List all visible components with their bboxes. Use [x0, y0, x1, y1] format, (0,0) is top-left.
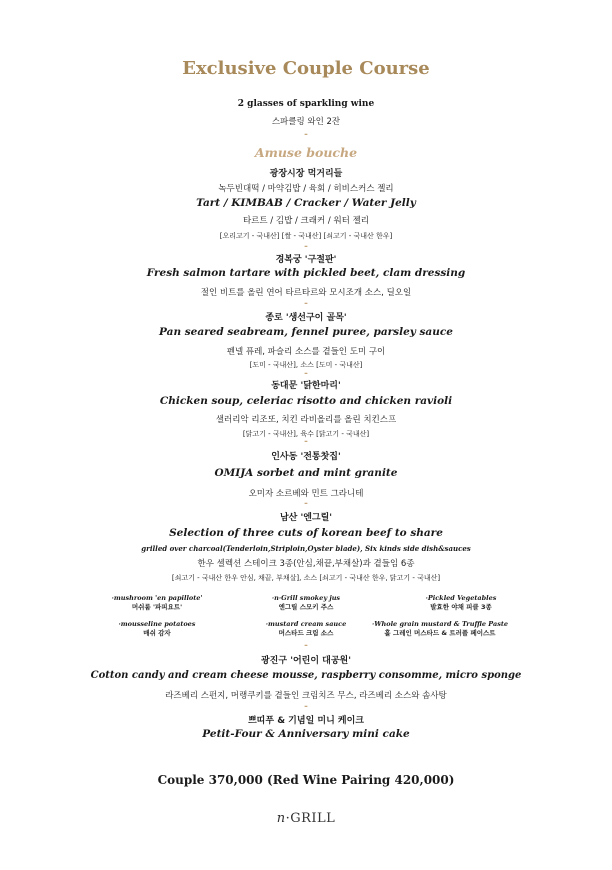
- divider: -: [304, 437, 308, 447]
- side-dish-en: ·Pickled Vegetables: [425, 594, 497, 602]
- course7-venue: 광진구 '어린이 대공원': [260, 656, 352, 666]
- course7-ko: 라즈베리 스펀지, 머랭쿠키를 곁들인 크림치즈 무스, 라즈베리 소스와 솜사탕: [165, 691, 447, 701]
- side-dish-en: ·mushroom 'en papillote': [111, 594, 203, 602]
- divider: -: [304, 242, 308, 252]
- course4-origin: [닭고기 - 국내산], 육수 [닭고기 - 국내산]: [242, 430, 370, 438]
- side-dish-ko: 발효한 야채 피클 3종: [430, 603, 492, 611]
- side-dish-en: ·Whole grain mustard & Truffle Paste: [371, 620, 509, 628]
- side-dish-item: [376, 594, 546, 611]
- amuse-origin: [오리고기 - 국내산] [쌀 - 국내산] [쇠고기 - 국내산 한우]: [219, 232, 393, 240]
- side-dish-item: [221, 594, 391, 611]
- logo-grill: GRILL: [290, 811, 336, 826]
- course6-en: Selection of three cuts of korean beef to share: [169, 527, 443, 539]
- course2-ko: 절인 비트를 올린 연어 타르타르와 모시조개 소스, 딜오일: [200, 288, 412, 298]
- course6-en-sub: grilled over charcoal(Tenderloin,Striploin,Oyster blade), Six kinds side dish&sauces: [141, 544, 471, 553]
- divider: -: [304, 641, 308, 651]
- course4-ko: 샐러리악 리조또, 치킨 라비올리를 올린 치킨스프: [215, 415, 397, 425]
- side-dish-ko: 매쉬 감자: [143, 629, 171, 637]
- course3-origin: [도미 - 국내산], 소스 [도미 - 국내산]: [249, 361, 363, 369]
- price-line: Couple 370,000 (Red Wine Pairing 420,000): [157, 773, 455, 787]
- side-dish-en: ·mousseline potatoes: [118, 620, 196, 628]
- side-dish-en: ·mustard cream sauce: [265, 620, 347, 628]
- amuse-desc-ko: 타르트 / 김밥 / 크래커 / 워터 젤리: [242, 216, 370, 226]
- welcome-en: 2 glasses of sparkling wine: [237, 99, 375, 109]
- course2-venue: 경복궁 '구절판': [275, 255, 337, 265]
- course6-ko: 한우 셀렉션 스테이크 3종(안심,채끝,부채살)과 곁들임 6종: [197, 559, 415, 569]
- course6-venue: 남산 '엔그릴': [279, 513, 333, 523]
- divider: -: [304, 702, 308, 712]
- amuse-label: Amuse bouche: [254, 145, 358, 160]
- course3-ko: 펜넬 퓨레, 파슬리 소스를 곁들인 도미 구이: [226, 347, 386, 357]
- course6-origin: [쇠고기 - 국내산 한우 안심, 채끝, 부채살], 소스 [쇠고기 - 국내산 한우, 닭고기 - 국내산]: [171, 574, 441, 582]
- course4-venue: 동대문 '닭한마리': [271, 381, 341, 391]
- side-dish-item: [72, 620, 242, 637]
- course5-venue: 인사동 '전통찻집': [271, 452, 341, 462]
- course8-en: Petit-Four & Anniversary mini cake: [202, 728, 410, 740]
- divider: -: [304, 299, 308, 309]
- course7-en: Cotton candy and cream cheese mousse, raspberry consomme, micro sponge: [90, 670, 522, 681]
- side-dish-ko: 엔그릴 스모키 주스: [278, 603, 334, 611]
- course3-en: Pan seared seabream, fennel puree, parsley sauce: [159, 326, 453, 338]
- divider: -: [304, 369, 308, 379]
- course4-en: Chicken soup, celeriac risotto and chicken ravioli: [159, 395, 453, 407]
- course5-ko: 오미자 소르베와 민트 그라니테: [248, 489, 364, 499]
- amuse-items-en: Tart / KIMBAB / Cracker / Water Jelly: [196, 197, 416, 209]
- welcome-ko: 스파클링 와인 2잔: [271, 117, 341, 127]
- course3-venue: 종로 '생선구이 골목': [265, 313, 347, 323]
- divider: -: [304, 130, 308, 140]
- amuse-venue: 광장시장 먹거리들: [269, 169, 343, 179]
- logo-n: n: [276, 811, 286, 826]
- amuse-items-ko: 녹두빈대떡 / 마약김밥 / 육회 / 히비스커스 젤리: [218, 184, 394, 194]
- side-dish-ko: 머스타드 크림 소스: [278, 629, 334, 637]
- side-dish-ko: 홀 그레인 머스타드 & 트러플 페이스트: [384, 629, 496, 637]
- side-dish-ko: 머쉬룸 '파피요트': [131, 603, 183, 611]
- course5-en: OMIJA sorbet and mint granite: [214, 467, 398, 479]
- course8-venue: 쁘띠푸 & 기념일 미니 케이크: [247, 716, 365, 726]
- side-dish-item: [72, 594, 242, 611]
- n-grill-logo: [0, 811, 612, 826]
- menu-title: Exclusive Couple Course: [182, 58, 430, 79]
- side-dish-item: [340, 620, 540, 637]
- course2-en: Fresh salmon tartare with pickled beet, clam dressing: [146, 267, 466, 279]
- divider: -: [304, 499, 308, 509]
- side-dish-en: ·n·Grill smokey jus: [271, 594, 341, 602]
- logo-sep: ·: [285, 811, 291, 826]
